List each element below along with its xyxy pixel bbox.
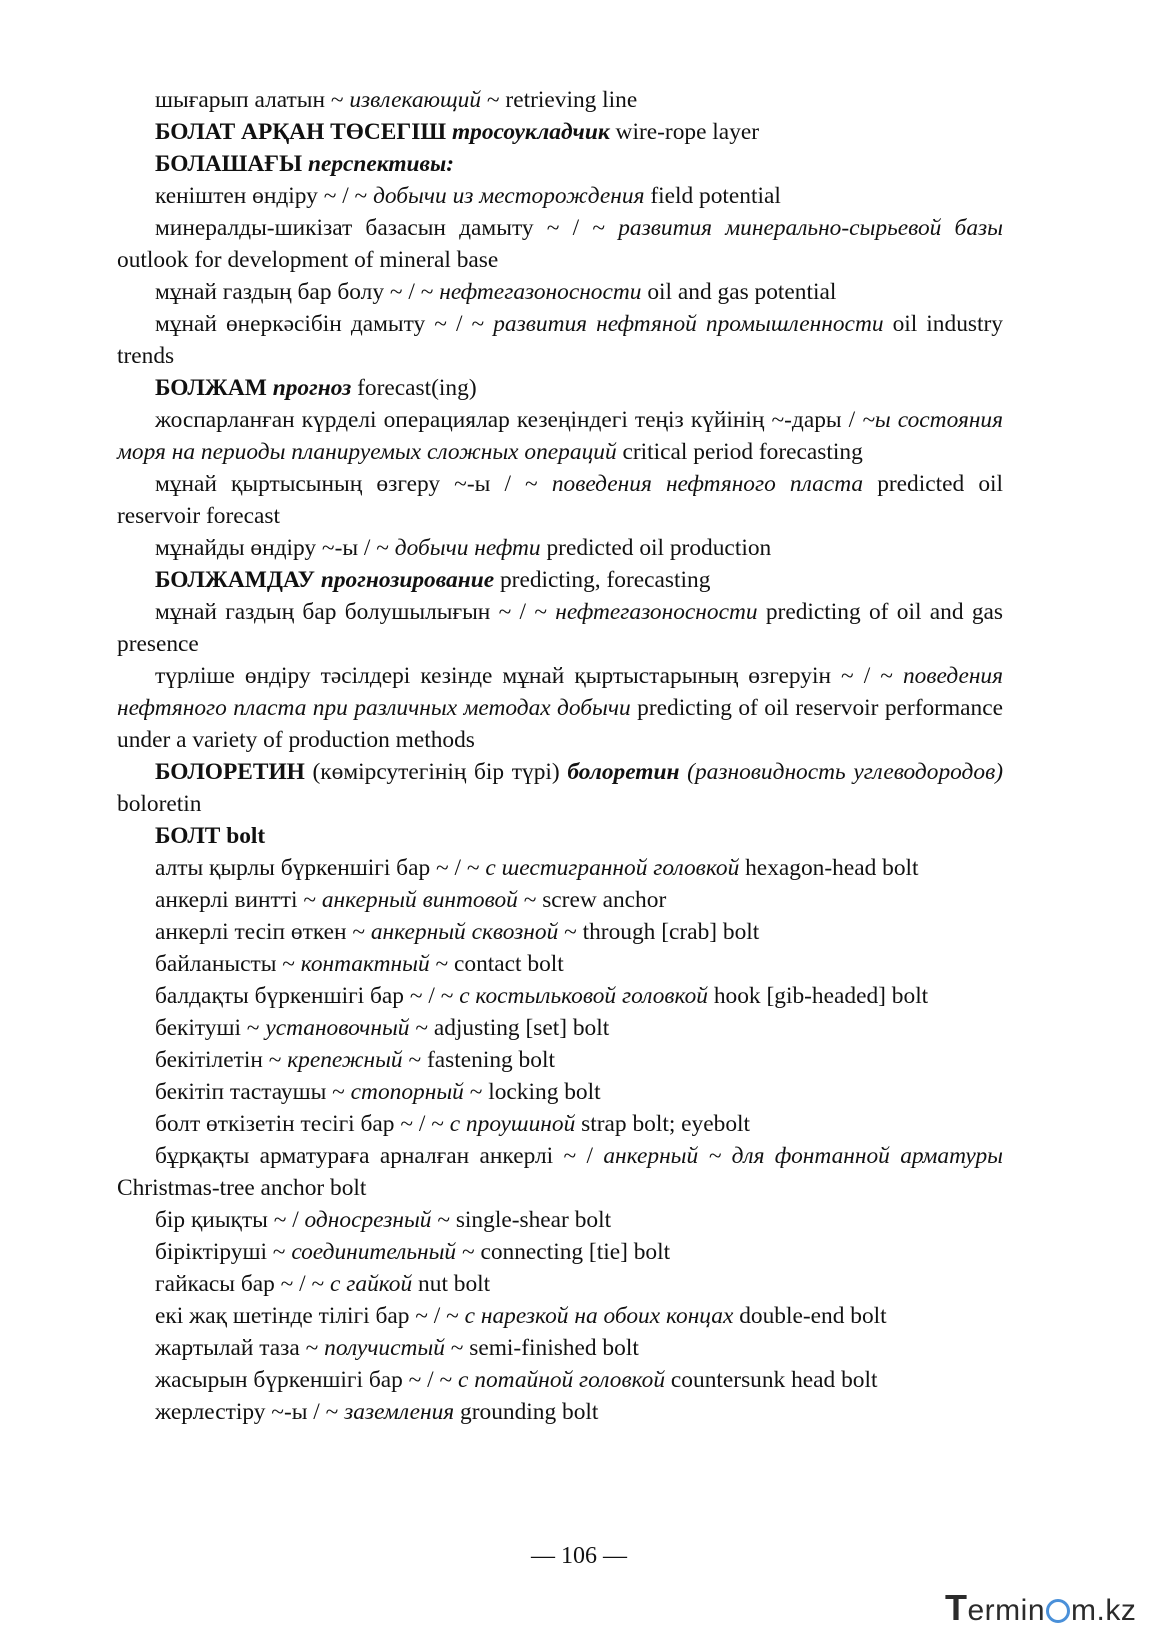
entry-text: кеніштен өндіру ~ / ~ <box>155 183 374 209</box>
entry-text: БОЛАТ АРҚАН ТӨСЕГІШ <box>155 119 452 145</box>
entry-text: field potential <box>644 183 781 209</box>
dictionary-entry <box>117 532 1003 564</box>
dictionary-entry <box>117 1332 1003 1364</box>
entry-text: бекітуші ~ <box>155 1015 266 1041</box>
entry-text: oil and gas potential <box>641 279 837 305</box>
dictionary-entry <box>117 1396 1003 1428</box>
entry-text: БОЛЖАМ <box>155 375 273 401</box>
dictionary-entry <box>117 212 1003 276</box>
dictionary-entry <box>117 564 1003 596</box>
entry-text: boloretin <box>117 791 202 817</box>
entry-text: ~ы состояния моря на периоды планируемых сложных операций <box>117 407 1004 465</box>
dictionary-entry <box>117 1140 1003 1204</box>
dictionary-entry <box>117 404 1003 468</box>
entry-text: добычи из месторождения <box>373 183 645 209</box>
entry-text: балдақты бүркеншігі бар ~ / ~ <box>155 983 460 1009</box>
entry-text: мұнай қыртысының өзгеру ~-ы / ~ <box>155 471 552 497</box>
entry-text: алты қырлы бүркеншігі бар ~ / ~ <box>155 855 486 881</box>
entry-text: біріктіруші ~ <box>155 1239 292 1265</box>
page-number: — 106 — <box>531 1543 627 1569</box>
dictionary-entries <box>117 84 1003 1428</box>
entry-text: hook [gib-headed] bolt <box>707 983 929 1009</box>
entry-text: анкерный сквозной <box>370 919 559 945</box>
logo-ring-icon <box>1046 1599 1070 1623</box>
dictionary-entry <box>117 916 1003 948</box>
entry-text: болоретин <box>567 759 680 785</box>
entry-text: байланысты ~ <box>155 951 301 977</box>
dictionary-entry <box>117 948 1003 980</box>
dictionary-entry <box>117 1012 1003 1044</box>
dictionary-entry <box>117 1300 1003 1332</box>
dictionary-entry <box>117 116 1003 148</box>
entry-text: hexagon-head bolt <box>739 855 919 881</box>
entry-text: ~ connecting [tie] bolt <box>456 1239 671 1265</box>
entry-text: поведения нефтяного пласта при различных методах добычи <box>117 663 1003 721</box>
entry-text: жоспарланған күрделі операциялар кезеңіндегі теңіз күйінің ~-дары / <box>155 407 863 433</box>
dictionary-entry <box>117 852 1003 884</box>
entry-text: grounding bolt <box>454 1399 599 1425</box>
dictionary-entry <box>117 980 1003 1012</box>
entry-text: БОЛЖАМДАУ <box>155 567 321 593</box>
dictionary-entry <box>117 1044 1003 1076</box>
entry-text: ~ single-shear bolt <box>431 1207 612 1233</box>
entry-text: шығарып алатын ~ <box>155 87 350 113</box>
entry-text: с потайной головкой <box>458 1367 666 1393</box>
entry-text: ~ fastening bolt <box>402 1047 555 1073</box>
dictionary-entry <box>117 372 1003 404</box>
entry-text: анкерлі винтті ~ <box>155 887 322 913</box>
entry-text: predicting of oil and gas presence <box>117 599 1003 657</box>
entry-text: нефтегазоносности <box>555 599 758 625</box>
entry-text: заземления <box>344 1399 455 1425</box>
entry-text: стопорный <box>350 1079 464 1105</box>
entry-text: oil industry trends <box>117 311 1003 369</box>
entry-text: анкерный ~ для фонтанной арматуры <box>603 1143 1003 1169</box>
entry-text: развития минерально-сырьевой базы <box>618 215 1003 241</box>
dictionary-entry <box>117 1268 1003 1300</box>
dictionary-entry <box>117 596 1003 660</box>
entry-text: мұнай өнеркәсібін дамыту ~ / ~ <box>155 311 494 337</box>
dictionary-entry <box>117 180 1003 212</box>
entry-text: ~ contact bolt <box>429 951 564 977</box>
entry-text: (разновидность углеводородов) <box>679 759 1004 785</box>
entry-text: поведения нефтяного пласта <box>551 471 864 497</box>
entry-text: минералды-шикізат базасын дамыту ~ / ~ <box>155 215 619 241</box>
entry-text: (көмірсутегінің бір түрі) <box>304 759 568 785</box>
entry-text: түрліше өндіру тәсілдері кезінде мұнай қыртыстарының өзгеруін ~ / ~ <box>155 663 903 689</box>
entry-text: бекітілетін ~ <box>155 1047 288 1073</box>
entry-text: с гайкой <box>330 1271 413 1297</box>
entry-text: контактный <box>300 951 430 977</box>
entry-text: БОЛОРЕТИН <box>155 759 305 785</box>
entry-text: ~ through [crab] bolt <box>558 919 760 945</box>
entry-text: БОЛАШАҒЫ <box>155 151 308 177</box>
entry-text: double-end bolt <box>733 1303 887 1329</box>
entry-text: жерлестіру ~-ы / ~ <box>155 1399 345 1425</box>
entry-text: крепежный <box>287 1047 403 1073</box>
entry-text: анкерлі тесіп өткен ~ <box>155 919 371 945</box>
entry-text: с проушиной <box>449 1111 576 1137</box>
dictionary-entry <box>117 1108 1003 1140</box>
entry-text: екі жақ шетінде тілігі бар ~ / ~ <box>155 1303 465 1329</box>
entry-text: с нарезкой на обоих концах <box>464 1303 734 1329</box>
entry-text: ~ adjusting [set] bolt <box>409 1015 610 1041</box>
entry-text: БОЛТ bolt <box>155 823 266 849</box>
dictionary-entry <box>117 1076 1003 1108</box>
dictionary-entry <box>117 468 1003 532</box>
dictionary-entry <box>117 820 1003 852</box>
dictionary-entry <box>117 308 1003 372</box>
entry-text: перспективы: <box>307 151 455 177</box>
entry-text: мұнай газдың бар болушылығын ~ / ~ <box>155 599 556 625</box>
entry-text: critical period forecasting <box>616 439 863 465</box>
entry-text: Christmas-tree anchor bolt <box>117 1175 367 1201</box>
entry-text: ~ screw anchor <box>517 887 667 913</box>
entry-text: жасырын бүркеншігі бар ~ / ~ <box>155 1367 459 1393</box>
entry-text: countersunk head bolt <box>665 1367 878 1393</box>
entry-text: с шестигранной головкой <box>485 855 740 881</box>
termincom-logo: Termin m.kz <box>945 1587 1137 1628</box>
entry-text: nut bolt <box>412 1271 491 1297</box>
entry-text: predicted oil reservoir forecast <box>117 471 1004 529</box>
dictionary-entry <box>117 1364 1003 1396</box>
entry-text: тросоукладчик <box>451 119 610 145</box>
entry-text: извлекающий <box>349 87 482 113</box>
entry-text: бір қиықты ~ / <box>155 1207 305 1233</box>
dictionary-entry <box>117 84 1003 116</box>
entry-text: анкерный винтовой <box>321 887 518 913</box>
entry-text: strap bolt; eyebolt <box>575 1111 751 1137</box>
entry-text: развития нефтяной промышленности <box>493 311 884 337</box>
entry-text: predicting, forecasting <box>494 567 711 593</box>
entry-text: ~ semi-finished bolt <box>444 1335 639 1361</box>
entry-text: бұрқақты арматураға арналған анкерлі ~ / <box>155 1143 604 1169</box>
entry-text: прогнозирование <box>320 567 495 593</box>
entry-text: ~ locking bolt <box>463 1079 601 1105</box>
dictionary-entry <box>117 756 1003 820</box>
entry-text: мұнай газдың бар болу ~ / ~ <box>155 279 440 305</box>
entry-text: нефтегазоносности <box>439 279 642 305</box>
entry-text: outlook for development of mineral base <box>117 247 499 273</box>
entry-text: мұнайды өндіру ~-ы / ~ <box>155 535 395 561</box>
entry-text: добычи нефти <box>394 535 541 561</box>
dictionary-entry <box>117 148 1003 180</box>
entry-text: соединительный <box>291 1239 457 1265</box>
entry-text: predicted oil production <box>540 535 772 561</box>
entry-text: прогноз <box>272 375 352 401</box>
dictionary-entry <box>117 1204 1003 1236</box>
entry-text: forecast(ing) <box>351 375 477 401</box>
dictionary-entry <box>117 1236 1003 1268</box>
entry-text: predicting of oil reservoir performance under a variety of production methods <box>117 695 1003 753</box>
dictionary-entry <box>117 276 1003 308</box>
entry-text: бекітіп тастаушы ~ <box>155 1079 351 1105</box>
entry-text: установочный <box>265 1015 410 1041</box>
dictionary-entry <box>117 660 1003 756</box>
entry-text: болт өткізетін тесігі бар ~ / ~ <box>155 1111 450 1137</box>
entry-text: односрезный <box>304 1207 432 1233</box>
entry-text: жартылай таза ~ <box>155 1335 325 1361</box>
entry-text: с костыльковой головкой <box>459 983 708 1009</box>
entry-text: гайкасы бар ~ / ~ <box>155 1271 331 1297</box>
dictionary-entry <box>117 884 1003 916</box>
entry-text: wire-rope layer <box>609 119 760 145</box>
entry-text: получистый <box>324 1335 445 1361</box>
entry-text: ~ retrieving line <box>481 87 638 113</box>
